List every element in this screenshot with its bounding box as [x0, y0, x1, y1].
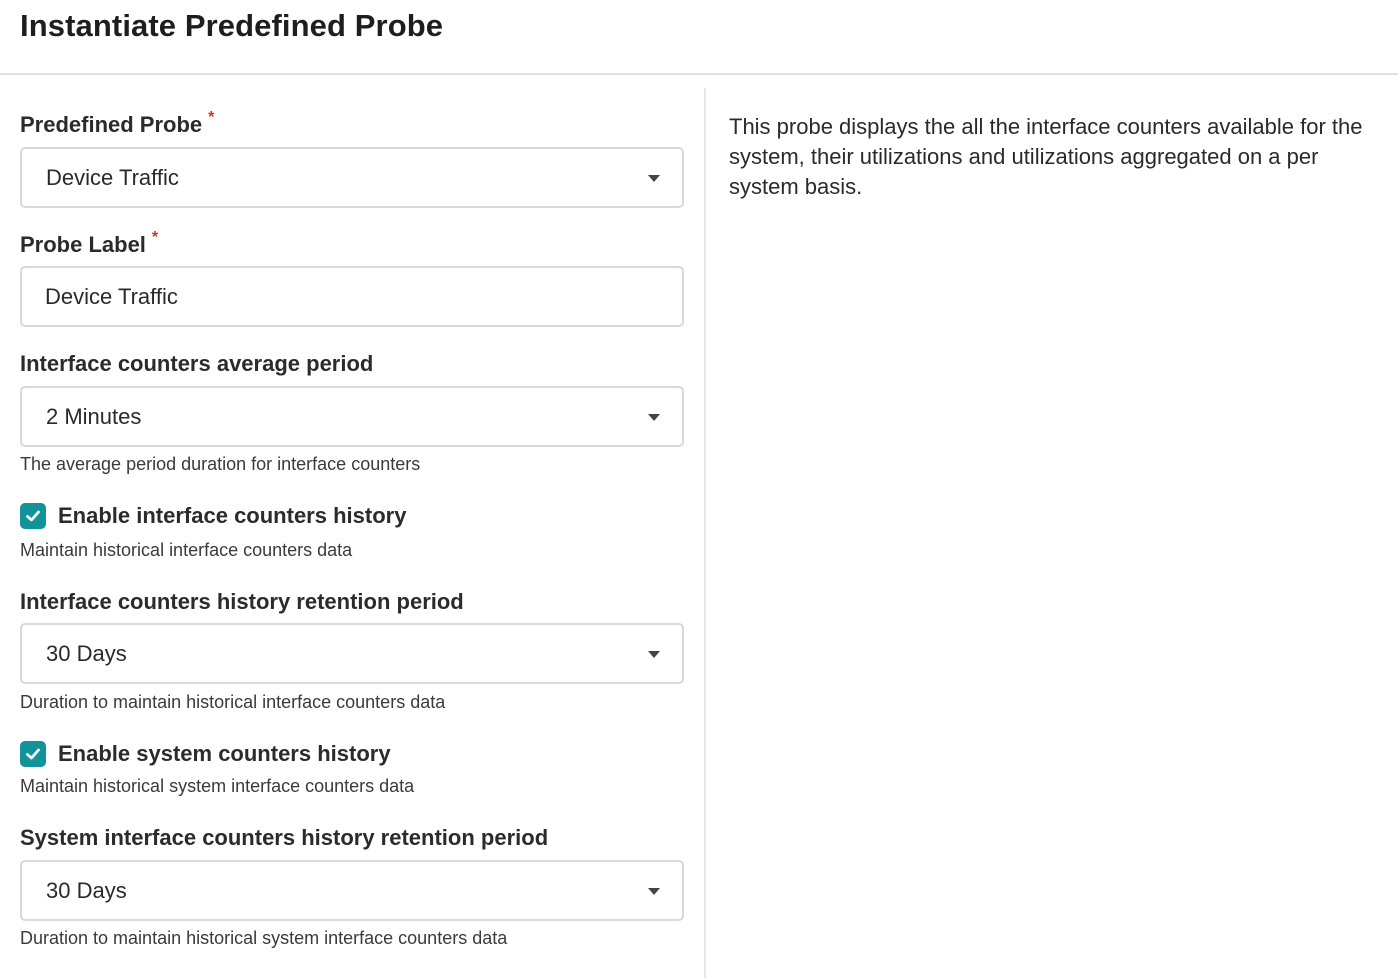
interface-retention-value: 30 Days — [46, 641, 127, 666]
enable-interface-history-checkbox[interactable] — [20, 503, 46, 529]
system-retention-help: Duration to maintain historical system interface counters data — [20, 928, 508, 948]
interface-retention-label: Interface counters history retention period — [20, 589, 464, 614]
predefined-probe-select[interactable] — [20, 147, 684, 208]
average-period-label: Interface counters average period — [20, 351, 374, 376]
predefined-probe-label-text: Predefined Probe — [20, 112, 203, 137]
system-retention-select[interactable] — [20, 860, 684, 921]
enable-interface-history-label: Enable interface counters history — [58, 503, 407, 528]
caret-down-icon — [648, 651, 660, 658]
checkmark-icon — [24, 745, 42, 763]
interface-retention-select[interactable] — [20, 623, 684, 684]
enable-interface-history-help: Maintain historical interface counters data — [20, 540, 353, 560]
probe-label-label — [20, 229, 159, 258]
caret-down-icon — [648, 888, 660, 895]
probe-label-input[interactable] — [22, 268, 682, 325]
caret-down-icon — [648, 414, 660, 421]
probe-description: This probe displays the all the interface counters available for the system, their utilizations and utilizations aggregated on a per system basis. — [729, 114, 1363, 199]
page-title: Instantiate Predefined Probe — [20, 8, 444, 43]
interface-retention-help: Duration to maintain historical interface counters data — [20, 692, 446, 712]
enable-interface-history-row[interactable] — [20, 502, 406, 530]
probe-label-label-text: Probe Label — [20, 232, 146, 257]
probe-label-field[interactable] — [20, 266, 684, 327]
enable-system-history-row[interactable] — [20, 740, 391, 768]
average-period-select[interactable] — [20, 386, 684, 447]
average-period-help: The average period duration for interface counters — [20, 454, 421, 474]
average-period-value: 2 Minutes — [46, 404, 142, 429]
page-header — [0, 0, 1398, 75]
system-retention-label: System interface counters history retention period — [20, 825, 549, 850]
enable-system-history-label: Enable system counters history — [58, 741, 391, 766]
caret-down-icon — [648, 175, 660, 182]
required-mark: * — [151, 229, 159, 246]
predefined-probe-label — [20, 109, 215, 138]
system-retention-value: 30 Days — [46, 878, 127, 903]
required-mark: * — [208, 109, 215, 126]
enable-system-history-checkbox[interactable] — [20, 741, 46, 767]
checkmark-icon — [24, 507, 42, 525]
enable-system-history-help: Maintain historical system interface counters data — [20, 776, 415, 796]
column-divider — [704, 88, 706, 978]
predefined-probe-value: Device Traffic — [46, 165, 179, 190]
